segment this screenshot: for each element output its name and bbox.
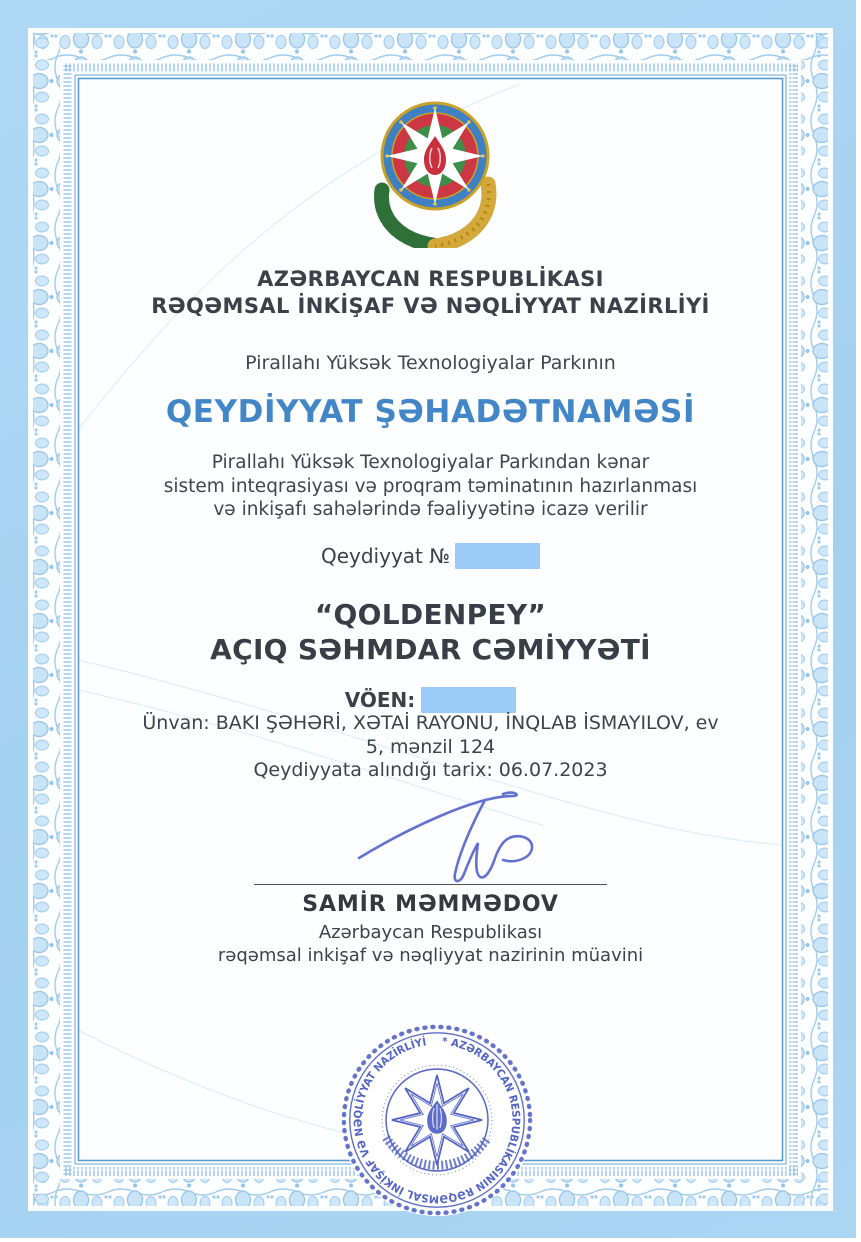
address-line-1: Ünvan: BAKI ŞƏHƏRİ, XƏTAİ RAYONU, İNQLAB İSMAYILOV, ev — [142, 712, 719, 734]
voen-row — [28, 687, 833, 713]
certificate-title: QEYDİYYAT ŞƏHADƏTNAMƏSİ — [165, 394, 696, 430]
ministry-heading — [28, 266, 833, 320]
company-name — [28, 597, 833, 667]
signature-line — [254, 884, 607, 885]
signatory-org: Azərbaycan Respublikası — [318, 922, 543, 943]
registration-number-label: Qeydiyyat № — [320, 544, 451, 568]
handwritten-signature-icon — [345, 786, 545, 886]
permission-paragraph — [28, 451, 833, 522]
permission-line-3: və inkişafı sahələrində fəaliyyətinə icazə verilir — [213, 499, 648, 520]
registration-number-redaction-box — [455, 543, 540, 569]
company-name-line-2: AÇIQ SƏHMDAR CƏMİYYƏTİ — [210, 633, 651, 666]
company-name-line-1: “QOLDENPEY” — [314, 598, 547, 631]
registration-date: Qeydiyyata alındığı tarix: 06.07.2023 — [253, 759, 608, 781]
ministry-line-2: RƏQƏMSAL İNKİŞAF VƏ NƏQLİYYAT NAZİRLİYİ — [151, 294, 710, 318]
azerbaijan-coat-of-arms-icon — [369, 92, 501, 248]
registration-number-row — [28, 543, 833, 569]
permission-line-1: Pirallahı Yüksək Texnologiyalar Parkından kənar — [211, 452, 650, 473]
signatory-name: SAMİR MƏMMƏDOV — [302, 892, 559, 917]
seal-circular-text: * AZƏRBAYCAN RESPUBLİKASININ RƏQƏMSAL İNKİŞAF VƏ NƏQLİYYAT NAZİRLİYİ — [351, 1034, 523, 1206]
permission-line-2: sistem inteqrasiyası və proqram təminatının hazırlanması — [163, 475, 698, 497]
lace-border-top — [33, 33, 828, 60]
tick-border-top — [63, 63, 798, 72]
ministry-line-1: AZƏRBAYCAN RESPUBLİKASI — [257, 267, 604, 291]
voen-redaction-box — [421, 687, 516, 713]
signatory-details — [28, 921, 833, 967]
ministry-seal-stamp — [339, 1022, 535, 1218]
park-subtitle: Pirallahı Yüksək Texnologiyalar Parkının — [245, 352, 616, 374]
signatory-title: rəqəmsal inkişaf və nəqliyyat nazirinin müavini — [217, 945, 644, 966]
address-block — [28, 712, 833, 783]
address-line-2: 5, mənzil 124 — [365, 735, 496, 758]
voen-label: VÖEN: — [344, 688, 416, 712]
